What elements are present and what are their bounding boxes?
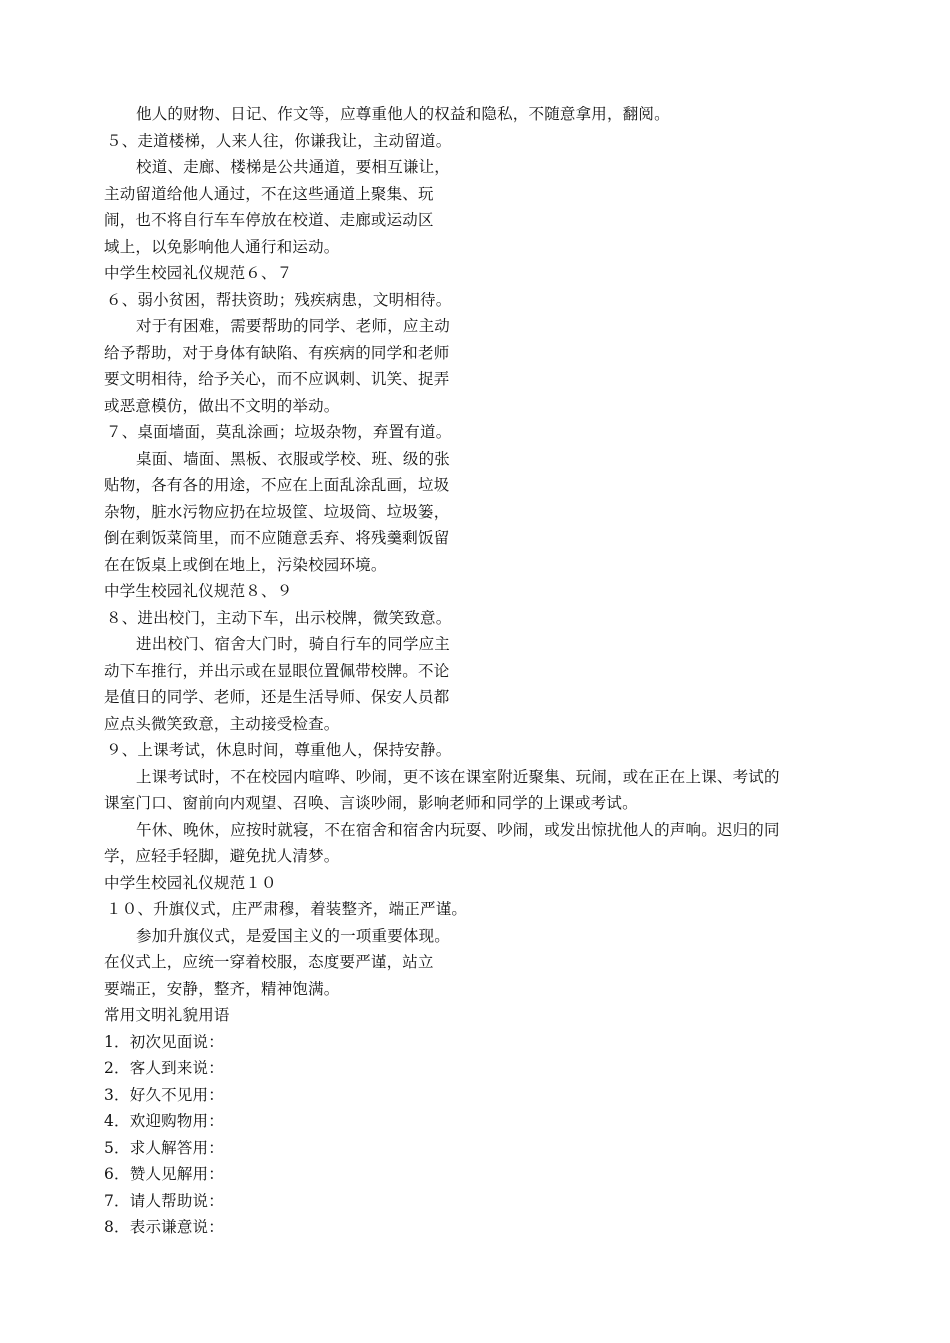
paragraph-line-indented: 午休、晚休，应按时就寝，不在宿舍和宿舍内玩耍、吵闹，或发出惊扰他人的声响。迟归的同 — [136, 820, 780, 839]
rule-line: ５、走道楼梯，人来人往，你谦我让，主动留道。 — [106, 131, 452, 150]
paragraph-line: 贴物，各有各的用途，不应在上面乱涂乱画，垃圾 — [104, 476, 450, 494]
paragraph-line: 主动留道给他人通过，不在这些通道上聚集、玩 — [104, 184, 434, 203]
phrase-list-item: 1．初次见面说： — [104, 1032, 224, 1051]
paragraph-line-indented: 校道、走廊、楼梯是公共通道，要相互谦让， — [136, 158, 451, 176]
phrase-list-item: 3．好久不见用： — [104, 1085, 224, 1104]
rule-line: ６、弱小贫困，帮扶资助；残疾病患，文明相待。 — [106, 290, 452, 309]
document-page — [104, 101, 864, 1241]
phrase-list-item: 7．请人帮助说： — [104, 1191, 224, 1210]
paragraph-line: 在仪式上，应统一穿着校服，态度要严谨，站立 — [104, 953, 434, 971]
section-heading: 中学生校园礼仪规范１０ — [104, 873, 277, 892]
paragraph-line: 闹，也不将自行车车停放在校道、走廊或运动区 — [104, 211, 434, 229]
paragraph-line: 要端正，安静，整齐，精神饱满。 — [104, 979, 340, 998]
phrase-list-item: 5．求人解答用： — [104, 1138, 224, 1157]
paragraph-line-indented: 上课考试时，不在校园内喧哗、吵闹，更不该在课室附近聚集、玩闹，或在正在上课、考试的 — [136, 767, 780, 786]
paragraph-line-indented: 桌面、墙面、黑板、衣服或学校、班、级的张 — [136, 449, 451, 468]
paragraph-line: 应点头微笑致意，主动接受检查。 — [104, 714, 340, 733]
phrase-list-item: 6．赞人见解用： — [104, 1165, 224, 1183]
paragraph-line: 杂物，脏水污物应扔在垃圾筐、垃圾筒、垃圾篓， — [104, 502, 450, 521]
paragraph-line: 倒在剩饭菜筒里，而不应随意丢弃、将残羹剩饭留 — [104, 529, 450, 547]
paragraph-line: 学，应轻手轻脚，避免扰人清梦。 — [104, 847, 340, 865]
paragraph-line: 或恶意模仿，做出不文明的举动。 — [104, 396, 340, 415]
paragraph-line: 是值日的同学、老师，还是生活导师、保安人员都 — [104, 688, 450, 706]
paragraph-line: 动下车推行，并出示或在显眼位置佩带校牌。不论 — [104, 661, 450, 680]
paragraph-line: 在在饭桌上或倒在地上，污染校园环境。 — [104, 555, 387, 574]
paragraph-line-indented: 对于有困难，需要帮助的同学、老师，应主动 — [136, 317, 451, 335]
phrase-list-item: 2．客人到来说： — [104, 1059, 224, 1077]
paragraph-line: 给予帮助，对于身体有缺陷、有疾病的同学和老师 — [104, 343, 450, 362]
paragraph-line: 课室门口、窗前向内观望、召唤、言谈吵闹，影响老师和同学的上课或考试。 — [104, 794, 638, 812]
paragraph-line-indented: 参加升旗仪式，是爱国主义的一项重要体现。 — [136, 926, 451, 945]
paragraph-line-indented: 他人的财物、日记、作文等，应尊重他人的权益和隐私，不随意拿用，翻阅。 — [136, 105, 670, 123]
paragraph-line: 要文明相待，给予关心，而不应讽刺、讥笑、捉弄 — [104, 370, 450, 388]
paragraph-line-indented: 进出校门、宿舍大门时，骑自行车的同学应主 — [136, 635, 451, 653]
rule-line: ９、上课考试，休息时间，尊重他人，保持安静。 — [106, 741, 452, 759]
section-heading: 中学生校园礼仪规范６、７ — [104, 264, 293, 282]
phrase-list-item: 4．欢迎购物用： — [104, 1112, 224, 1130]
section-heading: 中学生校园礼仪规范８、９ — [104, 582, 293, 600]
rule-line: ７、桌面墙面，莫乱涂画；垃圾杂物，弃置有道。 — [106, 423, 452, 441]
rule-line: １０、升旗仪式，庄严肃穆，着装整齐，端正严谨。 — [106, 900, 468, 918]
section-heading: 常用文明礼貌用语 — [104, 1006, 230, 1024]
rule-line: ８、进出校门，主动下车，出示校牌，微笑致意。 — [106, 608, 452, 627]
paragraph-line: 域上，以免影响他人通行和运动。 — [104, 237, 340, 256]
phrase-list-item: 8．表示谦意说： — [104, 1218, 224, 1236]
